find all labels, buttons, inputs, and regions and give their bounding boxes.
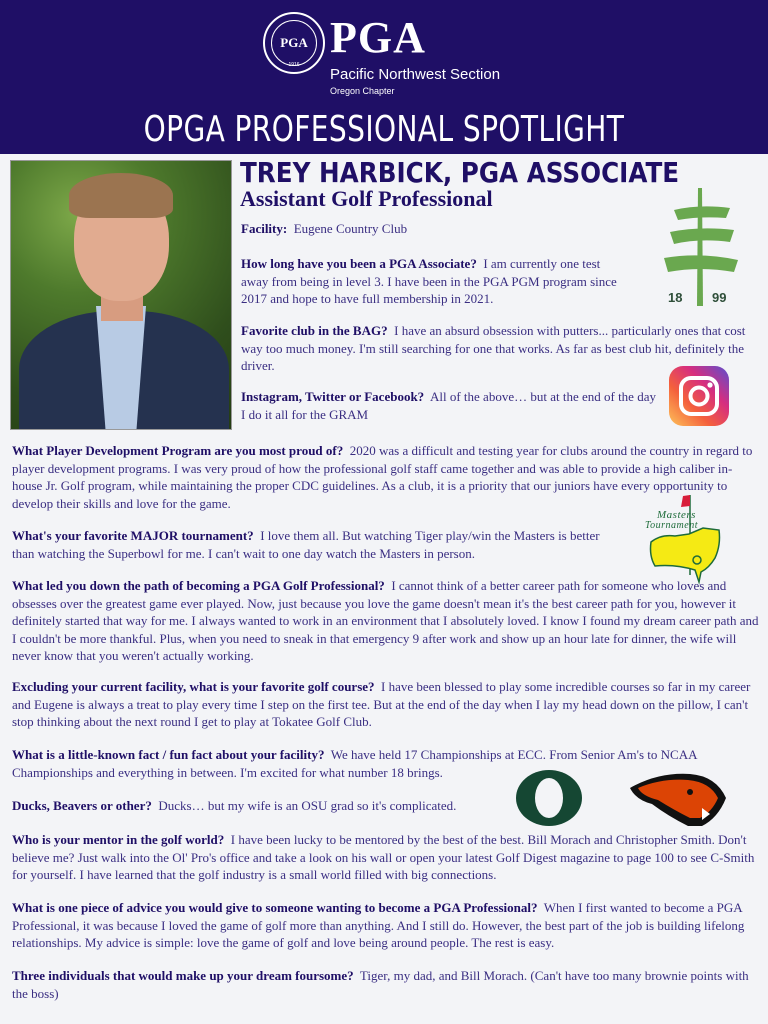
qa-answer: All of the above… but at the end of the day I do it all for the GRAM [241,389,656,422]
seal-year: 1916 [288,62,300,68]
qa-question: What led you down the path of becoming a PGA Golf Professional? [12,578,385,593]
qa-question: Who is your mentor in the golf world? [12,832,225,847]
chapter-name: Oregon Chapter [330,86,395,96]
page-title: OPGA PROFESSIONAL SPOTLIGHT [143,109,625,150]
qa-question: What's your favorite MAJOR tournament? [12,528,254,543]
qa-answer: I have been lucky to be mentored by the best of the best. Bill Morach and Christopher Smith. Don't believe me? Just walk into the Ol' Pro's office and take a look on his wall or open your latest Golf Digest magazine to page 100 to see C-Smith for yourself. I have learned that the golf industry is a small world filled with big connections. [12,832,755,882]
qa-answer: I have been blessed to play some incredible courses so far in my career and Eugene is always a treat to play every time I step on the first tee. But at the end of the day when I lay my head down on the pillow, I can't stop thinking about the next round I get to play at Tokatee Golf Club. [12,679,751,729]
masters-line1: Masters [657,509,696,521]
qa-item [241,322,756,375]
qa-item [12,678,762,731]
facility-line [241,220,407,238]
qa-answer: Ducks… but my wife is an OSU grad so it's complicated. [158,798,457,813]
qa-item [12,797,502,815]
oregon-ducks-o-icon [513,768,585,828]
qa-answer: I am currently one test away from being in level 3. I have been in the PGA PGM program since 2017 and hope to have full membership in 2021. [241,256,617,306]
qa-question: Three individuals that would make up your dream foursome? [12,968,354,983]
facility-value: Eugene Country Club [293,221,408,236]
qa-question: Excluding your current facility, what is your favorite golf course? [12,679,375,694]
eugene-cc-year-left: 18 [668,290,683,305]
qa-answer: I love them all. But watching Tiger play/win the Masters is better than watching the Superbowl for me. I can't wait to one day watch the Masters in person. [12,528,600,561]
masters-line2: Tournament [645,520,698,531]
seal-text: PGA [280,35,308,50]
section-name: Pacific Northwest Section [330,66,501,83]
header-banner [0,0,768,154]
qa-item [12,831,762,884]
masters-tournament-icon [645,490,740,585]
seal-inner-ring [271,20,317,66]
qa-item [241,255,621,308]
oregon-state-beaver-icon [628,770,728,828]
qa-answer: I cannot think of a better career path for someone who loves and obsesses over the greatest game ever played. Now, just because you love the game doesn't mean it's the best career path for you, however it definitely started that way for me. I always wanted to work in an environment that I absolutely loved. I know I found my dream career path and I couldn't be more thankful. Plus, when you need to sneak in that emergency 9 after work and show up an hour late for dinner, the wife will never know that you weren't actually working. [12,578,759,663]
photo-hair [69,173,173,218]
qa-answer: Tiger, my dad, and Bill Morach. (Can't have too many brownie points with the boss) [12,968,749,1001]
facility-label: Facility: [241,221,288,236]
qa-question: What is a little-known fact / fun fact about your facility? [12,747,325,762]
pga-seal-logo [263,12,325,74]
qa-answer: When I first wanted to become a PGA Professional, it was because I loved the game of golf more than anything. And I still do. However, the best part of the job is building lifelong relationships. My advice is simple: love the game of golf and love being around people. The rest is easy. [12,900,745,950]
pga-wordmark: PGA [330,13,426,62]
qa-question: Ducks, Beavers or other? [12,798,152,813]
qa-question: How long have you been a PGA Associate? [241,256,477,271]
qa-item [241,388,661,423]
qa-item [12,577,762,665]
qa-answer: 2020 was a difficult and testing year for clubs around the country in regard to player development programs. I was very proud of how the professional golf staff came together and was able to provide a high caliber in-house Jr. Golf program, while maintaining the proper CDC guidelines. As a club, it is a priority that our juniors have every opportunity to develop their skills and love for the game. [12,443,753,511]
eugene-cc-year-right: 99 [712,290,727,305]
qa-question: Favorite club in the BAG? [241,323,388,338]
qa-question: What is one piece of advice you would give to someone wanting to become a PGA Professional? [12,900,538,915]
qa-question: What Player Development Program are you most proud of? [12,443,344,458]
qa-answer: We have held 17 Championships at ECC. From Senior Am's to NCAA Championships and everything in between. I'm excited for what number 18 brings. [12,747,697,780]
qa-item [12,527,612,562]
qa-question: Instagram, Twitter or Facebook? [241,389,425,404]
profile-name: TREY HARBICK, PGA ASSOCIATE [240,156,680,189]
profile-photo [10,160,232,430]
qa-item [12,899,762,952]
profile-role: Assistant Golf Professional [240,186,493,211]
qa-item [12,967,752,1002]
qa-answer: I have an absurd obsession with putters... particularly ones that cost way too much money. I'm still searching for one that works. As far as best club hit, definitely the driver. [241,323,746,373]
